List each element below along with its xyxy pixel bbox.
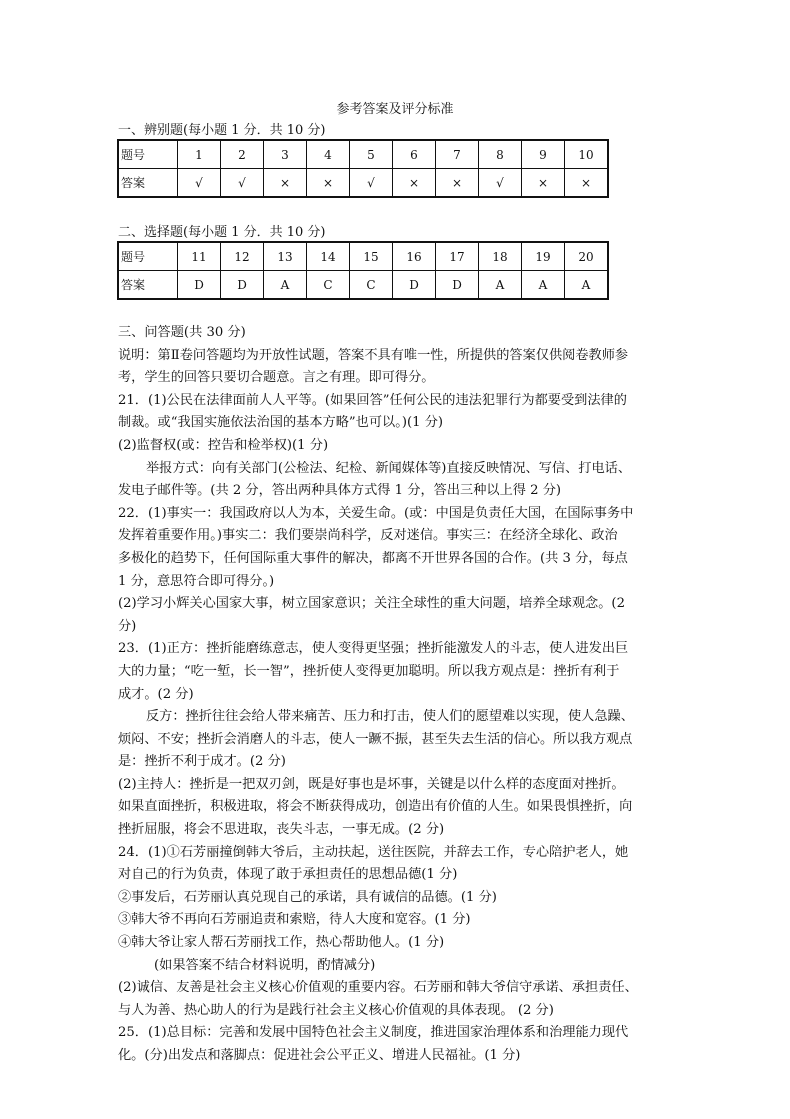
row-label: 题号 xyxy=(118,242,178,271)
answer-letter: C xyxy=(307,271,350,300)
text-line: 1 分，意思符合即可得分。) xyxy=(118,573,275,589)
text-line: 举报方式：向有关部门(公检法、纪检、新闻媒体等)直接反映情况、写信、打电话、 xyxy=(146,460,632,476)
question-number: 4 xyxy=(307,140,350,169)
question-number: 8 xyxy=(479,140,522,169)
question-number: 9 xyxy=(522,140,565,169)
section2-heading: 二、选择题(每小题 1 分．共 10 分) xyxy=(118,225,326,240)
question-number: 10 xyxy=(565,140,609,169)
text-line: 24．(1)①石芳丽撞倒韩大爷后，主动扶起，送往医院，并辞去工作，专心陪护老人，她 xyxy=(118,844,629,860)
question-number: 17 xyxy=(436,242,479,271)
row-label: 答案 xyxy=(118,271,178,300)
text-line: (2)学习小辉关心国家大事，树立国家意识；关注全球性的重大问题，培养全球观念。(2 xyxy=(118,596,625,612)
answer-mark: × xyxy=(565,169,609,198)
text-line: ③韩大爷不再向石芳丽追责和索赔，待人大度和宽容。(1 分) xyxy=(118,912,471,928)
text-line: (2)诚信、友善是社会主义核心价值观的重要内容。石芳丽和韩大爷信守承诺、承担责任、 xyxy=(118,980,638,996)
text-line: 成才。(2 分) xyxy=(118,686,194,702)
section3-heading: 三、问答题(共 30 分) xyxy=(118,325,246,340)
text-line: 22．(1)事实一：我国政府以人为本，关爱生命。(或：中国是负责任大国，在国际事务中 xyxy=(118,505,634,521)
text-line: 分) xyxy=(118,618,137,634)
text-line: (如果答案不结合材料说明，酌情减分) xyxy=(154,957,376,973)
question-number: 16 xyxy=(393,242,436,271)
text-line: (2)主持人：挫折是一把双刃剑，既是好事也是坏事，关键是以什么样的态度面对挫折。 xyxy=(118,776,625,792)
answer-letter: D xyxy=(436,271,479,300)
answer-mark: √ xyxy=(479,169,522,198)
answer-letter: D xyxy=(221,271,264,300)
text-line: 如果直面挫折，积极进取，将会不断获得成功，创造出有价值的人生。如果畏惧挫折，向 xyxy=(118,799,633,815)
text-line: 发电子邮件等。(共 2 分，答出两种具体方式得 1 分，答出三种以上得 2 分) xyxy=(118,483,562,499)
question-number: 1 xyxy=(178,140,221,169)
text-line: 多极化的趋势下，任何国际重大事件的解决，都离不开世界各国的合作。(共 3 分，每点 xyxy=(118,550,628,566)
question-number: 19 xyxy=(522,242,565,271)
table-row xyxy=(118,242,608,271)
text-line: 烦闷、不安；挫折会消磨人的斗志，使人一蹶不振，甚至失去生活的信心。所以我方观点 xyxy=(118,731,633,747)
table-row xyxy=(118,271,608,300)
text-line: ④韩大爷让家人帮石芳丽找工作，热心帮助他人。(1 分) xyxy=(118,935,445,951)
answer-letter: A xyxy=(522,271,565,300)
text-line: 大的力量；“吃一堑，长一智”，挫折使人变得更加聪明。所以我方观点是：挫折有利于 xyxy=(118,663,620,679)
answer-letter: A xyxy=(264,271,307,300)
answer-letter: D xyxy=(178,271,221,300)
text-line: 挫折屈服，将会不思进取，丧失斗志，一事无成。(2 分) xyxy=(118,822,445,838)
answer-letter: C xyxy=(350,271,393,300)
section1-heading: 一、辨别题(每小题 1 分．共 10 分) xyxy=(118,123,326,138)
answer-mark: × xyxy=(436,169,479,198)
question-number: 20 xyxy=(565,242,609,271)
answer-mark: × xyxy=(393,169,436,198)
text-line: 21．(1)公民在法律面前人人平等。(如果回答”任何公民的违法犯罪行为都要受到法律的 xyxy=(118,392,627,408)
text-line: 23．(1)正方：挫折能磨练意志，使人变得更坚强；挫折能激发人的斗志，使人进发出巨 xyxy=(118,641,629,657)
section1-answer-table xyxy=(117,139,609,198)
row-label: 答案 xyxy=(118,169,178,198)
text-line: 考，学生的回答只要切合题意。言之有理。即可得分。 xyxy=(118,370,435,386)
text-line: ②事发后，石芳丽认真兑现自己的承诺，具有诚信的品德。(1 分) xyxy=(118,889,497,905)
answer-letter: D xyxy=(393,271,436,300)
text-line: 反方：挫折往往会给人带来痛苦、压力和打击，使人们的愿望难以实现，使人急躁、 xyxy=(146,709,634,725)
answer-letter: A xyxy=(565,271,609,300)
page-title: 参考答案及评分标准 xyxy=(336,102,454,117)
text-line: 25．(1)总目标：完善和发展中国特色社会主义制度，推进国家治理体系和治理能力现代 xyxy=(118,1025,629,1041)
text-line: 与人为善、热心助人的行为是践行社会主义核心价值观的具体表现。 (2 分) xyxy=(118,1002,554,1018)
text-line: 制裁。或“我国实施依法治国的基本方略”也可以。)(1 分) xyxy=(118,415,444,431)
answer-letter: A xyxy=(479,271,522,300)
question-number: 2 xyxy=(221,140,264,169)
answer-mark: × xyxy=(307,169,350,198)
question-number: 14 xyxy=(307,242,350,271)
question-number: 3 xyxy=(264,140,307,169)
text-line: 对自己的行为负责，体现了敢于承担责任的思想品德(1 分) xyxy=(118,867,458,883)
question-number: 18 xyxy=(479,242,522,271)
table-row xyxy=(118,140,608,169)
answer-mark: √ xyxy=(178,169,221,198)
question-number: 13 xyxy=(264,242,307,271)
answer-mark: √ xyxy=(221,169,264,198)
answer-mark: × xyxy=(264,169,307,198)
section3-body xyxy=(118,322,678,1068)
question-number: 11 xyxy=(178,242,221,271)
answer-mark: × xyxy=(522,169,565,198)
text-line: 化。(分)出发点和落脚点：促进社会公平正义、增进人民福祉。(1 分) xyxy=(118,1048,521,1063)
question-number: 12 xyxy=(221,242,264,271)
section2-answer-table xyxy=(117,241,609,300)
question-number: 15 xyxy=(350,242,393,271)
question-number: 7 xyxy=(436,140,479,169)
question-number: 6 xyxy=(393,140,436,169)
question-number: 5 xyxy=(350,140,393,169)
table-row xyxy=(118,169,608,198)
answer-mark: √ xyxy=(350,169,393,198)
text-line: 发挥着重要作用。)事实二：我们要崇尚科学，反对迷信。事实三：在经济全球化、政治 xyxy=(118,528,618,544)
text-line: (2)监督权(或：控告和检举权)(1 分) xyxy=(118,437,329,453)
text-line: 是：挫折不利于成才。(2 分) xyxy=(118,754,286,770)
text-line: 说明：第Ⅱ卷问答题均为开放性试题，答案不具有唯一性，所提供的答案仅供阅卷教师参 xyxy=(118,347,629,363)
row-label: 题号 xyxy=(118,140,178,169)
